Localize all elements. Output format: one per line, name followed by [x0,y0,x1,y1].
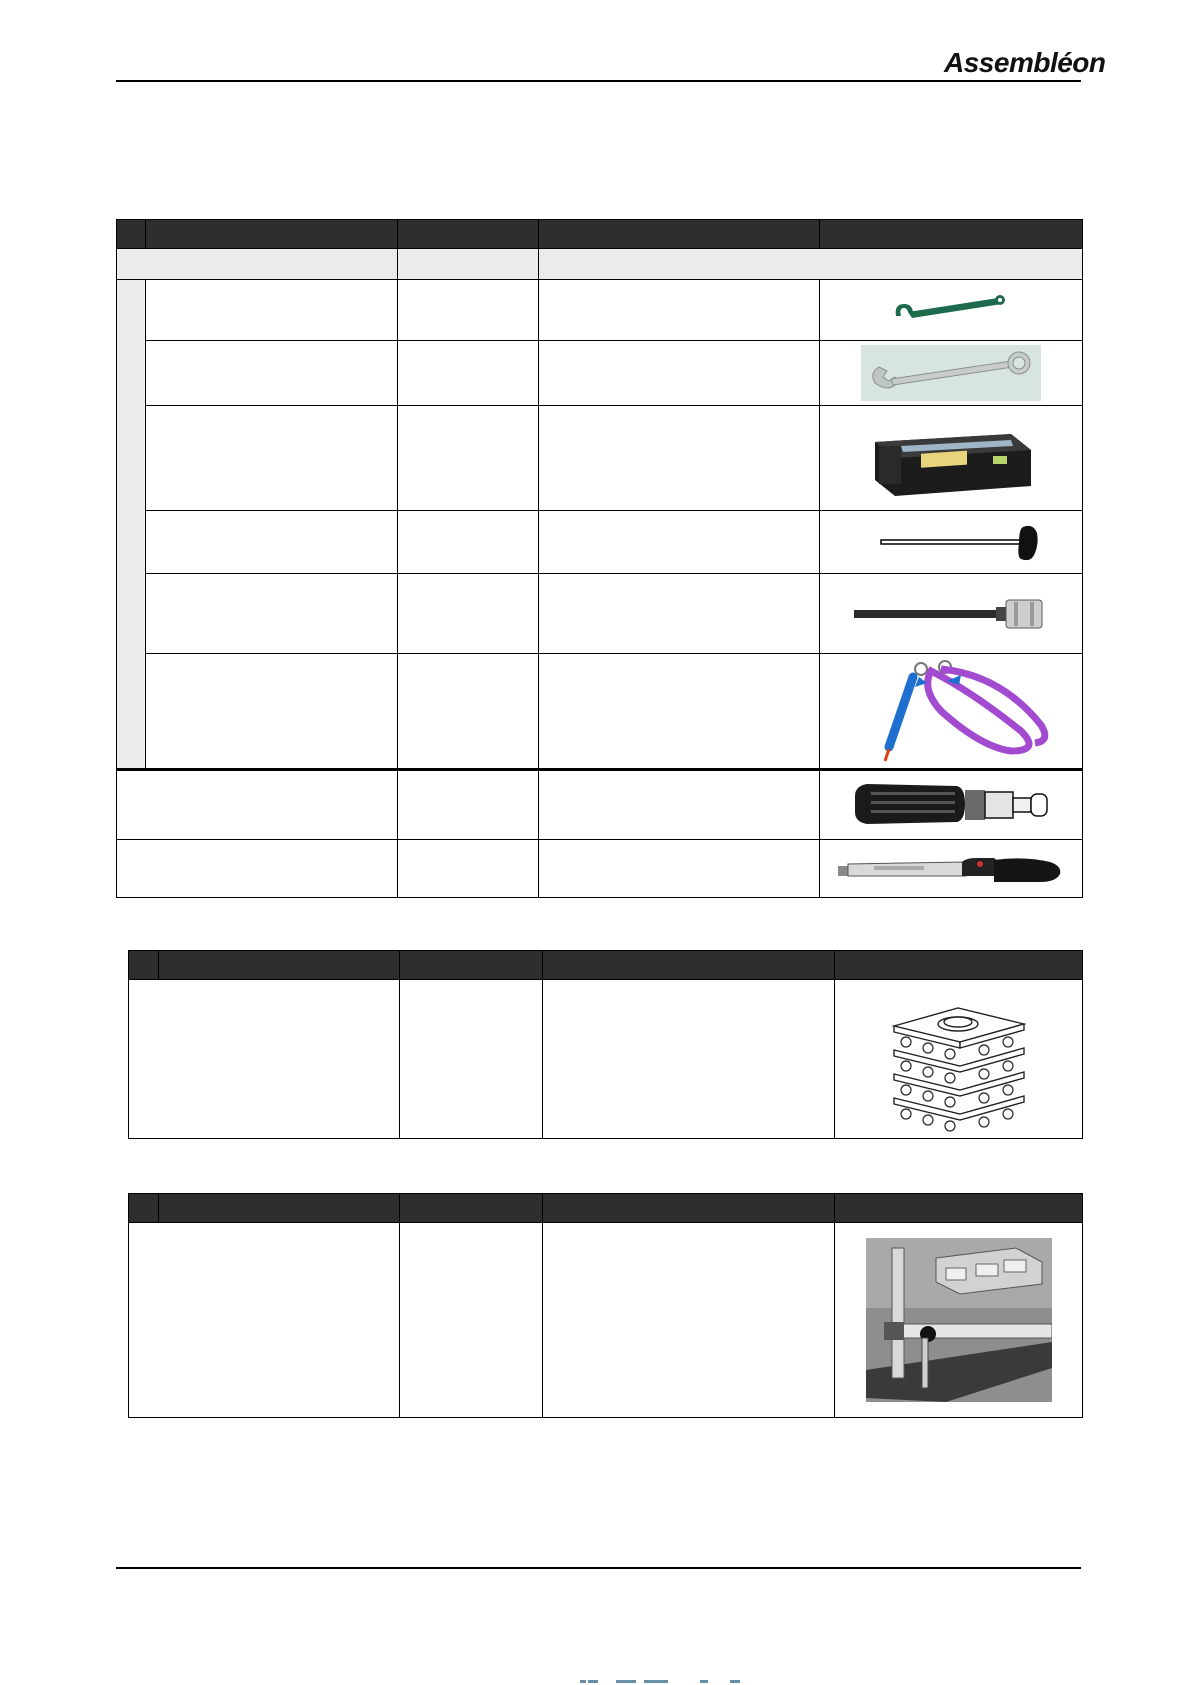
item-name-cell [146,406,398,511]
item-desc-cell [539,840,820,898]
table-row [117,280,1083,341]
header-cell [398,220,539,249]
hook-spanner-icon [886,290,1016,330]
header-cell [543,951,835,980]
lifting-sling-icon [841,657,1061,765]
header-cell [400,1194,543,1223]
header-cell [159,1194,400,1223]
item-qty-cell [398,406,539,511]
group-desc-cell [539,249,1083,280]
item-name-cell [117,840,398,898]
table-row [129,980,1083,1139]
item-desc-cell [539,770,820,840]
item-image-cell [820,280,1083,341]
torque-screwdriver-icon [841,774,1061,836]
item-image-cell [820,770,1083,840]
item-qty-cell [398,840,539,898]
item-qty-cell [398,280,539,341]
header-cell [543,1194,835,1223]
group-label-cell [117,249,398,280]
tool-crate-table [128,950,1083,1139]
socket-extension-icon [846,592,1056,636]
item-desc-cell [543,980,835,1139]
item-name-cell [146,654,398,770]
item-name-cell [146,280,398,341]
item-image-cell [820,511,1083,574]
stacked-plates-icon [884,1002,1034,1132]
table-row [117,654,1083,770]
item-desc-cell [539,654,820,770]
item-qty-cell [398,574,539,654]
group-row [117,249,1083,280]
item-qty-cell [400,1223,543,1418]
brand-name: Assembléon [944,47,1106,78]
spirit-level-icon [861,412,1041,504]
item-desc-cell [539,511,820,574]
item-qty-cell [400,980,543,1139]
item-desc-cell [539,280,820,341]
header-cell [129,951,159,980]
table-row [117,770,1083,840]
table-header-row [129,951,1083,980]
footer-rule [116,1567,1081,1569]
item-image-cell [820,341,1083,406]
table-row [117,840,1083,898]
item-name-cell [129,980,400,1139]
table-row [117,574,1083,654]
table-header-row [117,220,1083,249]
measurement-jig-icon [866,1238,1052,1402]
header-cell [117,220,146,249]
header-cell [835,1194,1083,1223]
item-desc-cell [543,1223,835,1418]
item-qty-cell [398,511,539,574]
header-cell [539,220,820,249]
header-cell [835,951,1083,980]
header-cell [820,220,1083,249]
item-desc-cell [539,341,820,406]
item-name-cell [146,341,398,406]
item-image-cell [820,574,1083,654]
group-indent-cell [117,280,146,770]
header-rule [116,80,1081,82]
item-image-cell [820,406,1083,511]
item-qty-cell [398,654,539,770]
combination-wrench-icon [861,345,1041,401]
header-cell [400,951,543,980]
tools-table [116,219,1083,898]
item-image-cell [835,980,1083,1139]
table-row [117,511,1083,574]
table-row [129,1223,1083,1418]
table-row [117,406,1083,511]
item-name-cell [146,511,398,574]
header-cell [159,951,400,980]
footer-fragment [580,1676,790,1685]
table-row [117,341,1083,406]
item-desc-cell [539,574,820,654]
group-qty-cell [398,249,539,280]
t-handle-hex-key-icon [851,519,1051,565]
header-cell [129,1194,159,1223]
tool-gauge-table [128,1193,1083,1418]
item-name-cell [117,770,398,840]
table-header-row [129,1194,1083,1223]
item-name-cell [146,574,398,654]
item-image-cell [835,1223,1083,1418]
item-image-cell [820,840,1083,898]
item-desc-cell [539,406,820,511]
item-qty-cell [398,770,539,840]
item-name-cell [129,1223,400,1418]
torque-wrench-icon [834,846,1068,892]
item-qty-cell [398,341,539,406]
item-image-cell [820,654,1083,770]
header-cell [146,220,398,249]
